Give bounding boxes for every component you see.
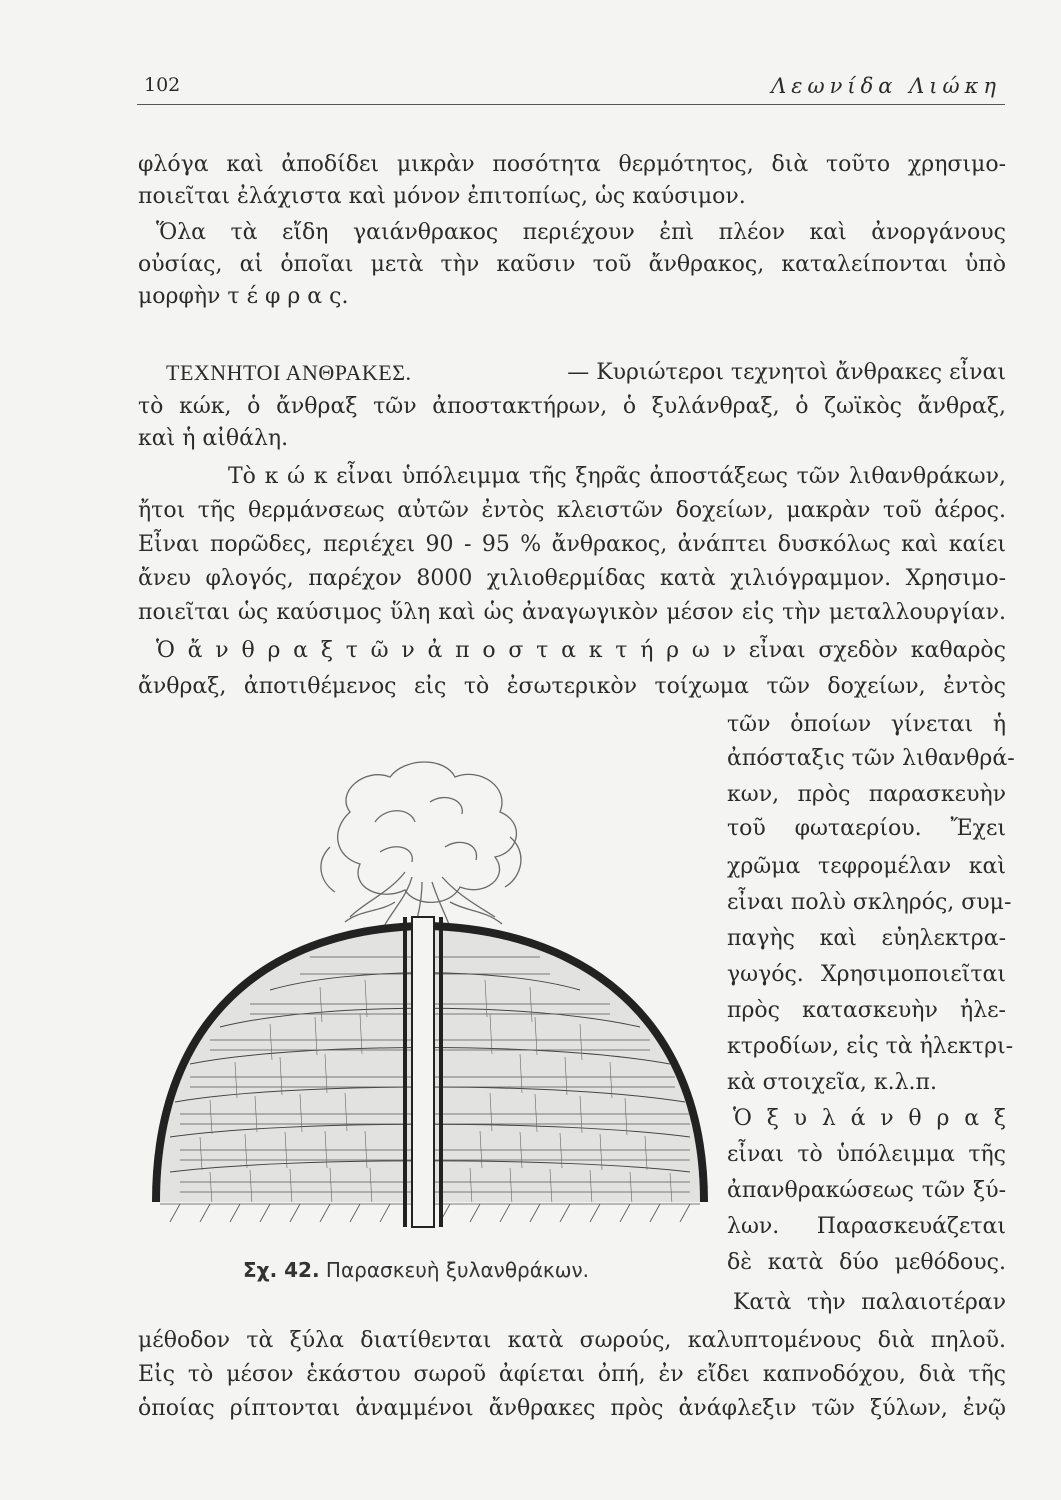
- text-line: ποιεῖται ἐλάχιστα καὶ μόνον ἐπιτοπίως, ὡς καύσιμον.: [138, 184, 746, 209]
- column-line: ἀπόσταξις τῶν λιθανθρά-: [727, 746, 1015, 771]
- column-line: χρῶμα τεφρομέλαν καὶ: [727, 854, 1006, 879]
- text-line: ἤτοι τῆς θερμάνσεως αὐτῶν ἐντὸς κλειστῶν δοχείων, μακρὰν τοῦ ἀέρος.: [138, 498, 1006, 523]
- column-line: τῶν ὁποίων γίνεται ἡ: [727, 712, 1006, 737]
- section-intro-text: — Κυριώτεροι τεχνητοὶ ἄνθρακες εἶναι: [567, 360, 1006, 385]
- column-line: εἶναι τὸ ὑπόλειμμα τῆς: [727, 1142, 1006, 1167]
- text-line: ὁποίας ρίπτονται ἀναμμένοι ἄνθρακες πρὸς ἀνάφλεξιν τῶν ξύλων, ἐνῷ: [138, 1396, 1006, 1421]
- text-line: οὐσίας, αἱ ὁποῖαι μετὰ τὴν καῦσιν τοῦ ἄνθρακος, καταλείπονται ὑπὸ: [138, 252, 1006, 277]
- text-line: ἄνθραξ, ἀποτιθέμενος εἰς τὸ ἐσωτερικὸν τοίχωμα τῶν δοχείων, ἐντὸς: [138, 674, 1006, 699]
- text-line: μέθοδον τὰ ξύλα διατίθενται κατὰ σωρούς, καλυπτομένους διὰ πηλοῦ.: [138, 1328, 1006, 1353]
- column-line: κτροδίων, εἰς τὰ ἠλεκτρι-: [727, 1034, 1014, 1059]
- column-line: κὰ στοιχεῖα, κ.λ.π.: [727, 1070, 937, 1095]
- figure-caption: [243, 1258, 589, 1282]
- running-title: Λεωνίδα Λιώκη: [771, 74, 1001, 98]
- column-line: Ὁ ξ υ λ ά ν θ ρ α ξ: [733, 1106, 1006, 1131]
- figure-caption-text: Παρασκευὴ ξυλανθράκων.: [325, 1258, 589, 1282]
- column-line: κων, πρὸς παρασκευὴν: [727, 782, 1006, 807]
- text-line: Τὸ κ ώ κ εἶναι ὑπόλειμμα τῆς ξηρᾶς ἀποστάξεως τῶν λιθανθράκων,: [228, 464, 1006, 489]
- charcoal-kiln-illustration: [150, 752, 720, 1252]
- column-line: δὲ κατὰ δύο μεθόδους.: [727, 1250, 1006, 1275]
- text-line: τὸ κώκ, ὁ ἄνθραξ τῶν ἀποστακτήρων, ὁ ξυλάνθραξ, ὁ ζωϊκὸς ἄνθραξ,: [138, 394, 1006, 419]
- text-line: Ὁ ἄ ν θ ρ α ξ τ ῶ ν ἀ π ο σ τ α κ τ ή ρ ω ν εἶναι σχεδὸν καθαρὸς: [156, 638, 1006, 663]
- section-first-line: [166, 358, 1006, 388]
- figure-label: Σχ. 42.: [243, 1258, 320, 1282]
- text-line: φλόγα καὶ ἀποδίδει μικρὰν ποσότητα θερμότητος, διὰ τοῦτο χρησιμο-: [138, 152, 1006, 177]
- text-line: καὶ ἡ αἰθάλη.: [138, 426, 289, 451]
- text-line: Εἶναι πορῶδες, περιέχει 90 - 95 % ἄνθρακος, ἀνάπτει δυσκόλως καὶ καίει: [138, 532, 1006, 557]
- column-line: τοῦ φωταερίου. Ἔχει: [727, 816, 1006, 841]
- text-line: ἄνευ φλογός, παρέχον 8000 χιλιοθερμίδας κατὰ χιλιόγραμμον. Χρησιμο-: [138, 566, 1006, 591]
- text-line: Εἰς τὸ μέσον ἑκάστου σωροῦ ἀφίεται ὀπή, ἐν εἴδει καπνοδόχου, διὰ τῆς: [138, 1362, 1006, 1387]
- text-line: Ὅλα τὰ εἴδη γαιάνθρακος περιέχουν ἐπὶ πλέον καὶ ἀνοργάνους: [156, 220, 1006, 245]
- text-line: μορφὴν τ έ φ ρ α ς.: [138, 284, 349, 309]
- text-line: Κατὰ τὴν παλαιοτέραν: [733, 1290, 1006, 1315]
- page-number: 102: [144, 74, 181, 96]
- column-line: εἶναι πολὺ σκληρός, συμ-: [727, 890, 1012, 915]
- column-line: ἀπανθρακώσεως τῶν ξύ-: [727, 1178, 1006, 1203]
- column-line: πρὸς κατασκευὴν ἠλε-: [727, 998, 1006, 1023]
- chimney-shaft: [412, 917, 434, 1227]
- column-line: παγὴς καὶ εὐηλεκτρα-: [727, 926, 1006, 951]
- column-line: λων. Παρασκευάζεται: [727, 1214, 1006, 1239]
- text-line: ποιεῖται ὡς καύσιμος ὕλη καὶ ὡς ἀναγωγικὸν μέσον εἰς τὴν μεταλλουργίαν.: [138, 600, 1006, 625]
- page-header: [137, 70, 1005, 105]
- column-line: γωγός. Χρησιμοποιεῖται: [727, 962, 1006, 987]
- section-heading: ΤΕΧΝΗΤΟΙ ΑΝΘΡΑΚΕΣ.: [166, 360, 412, 385]
